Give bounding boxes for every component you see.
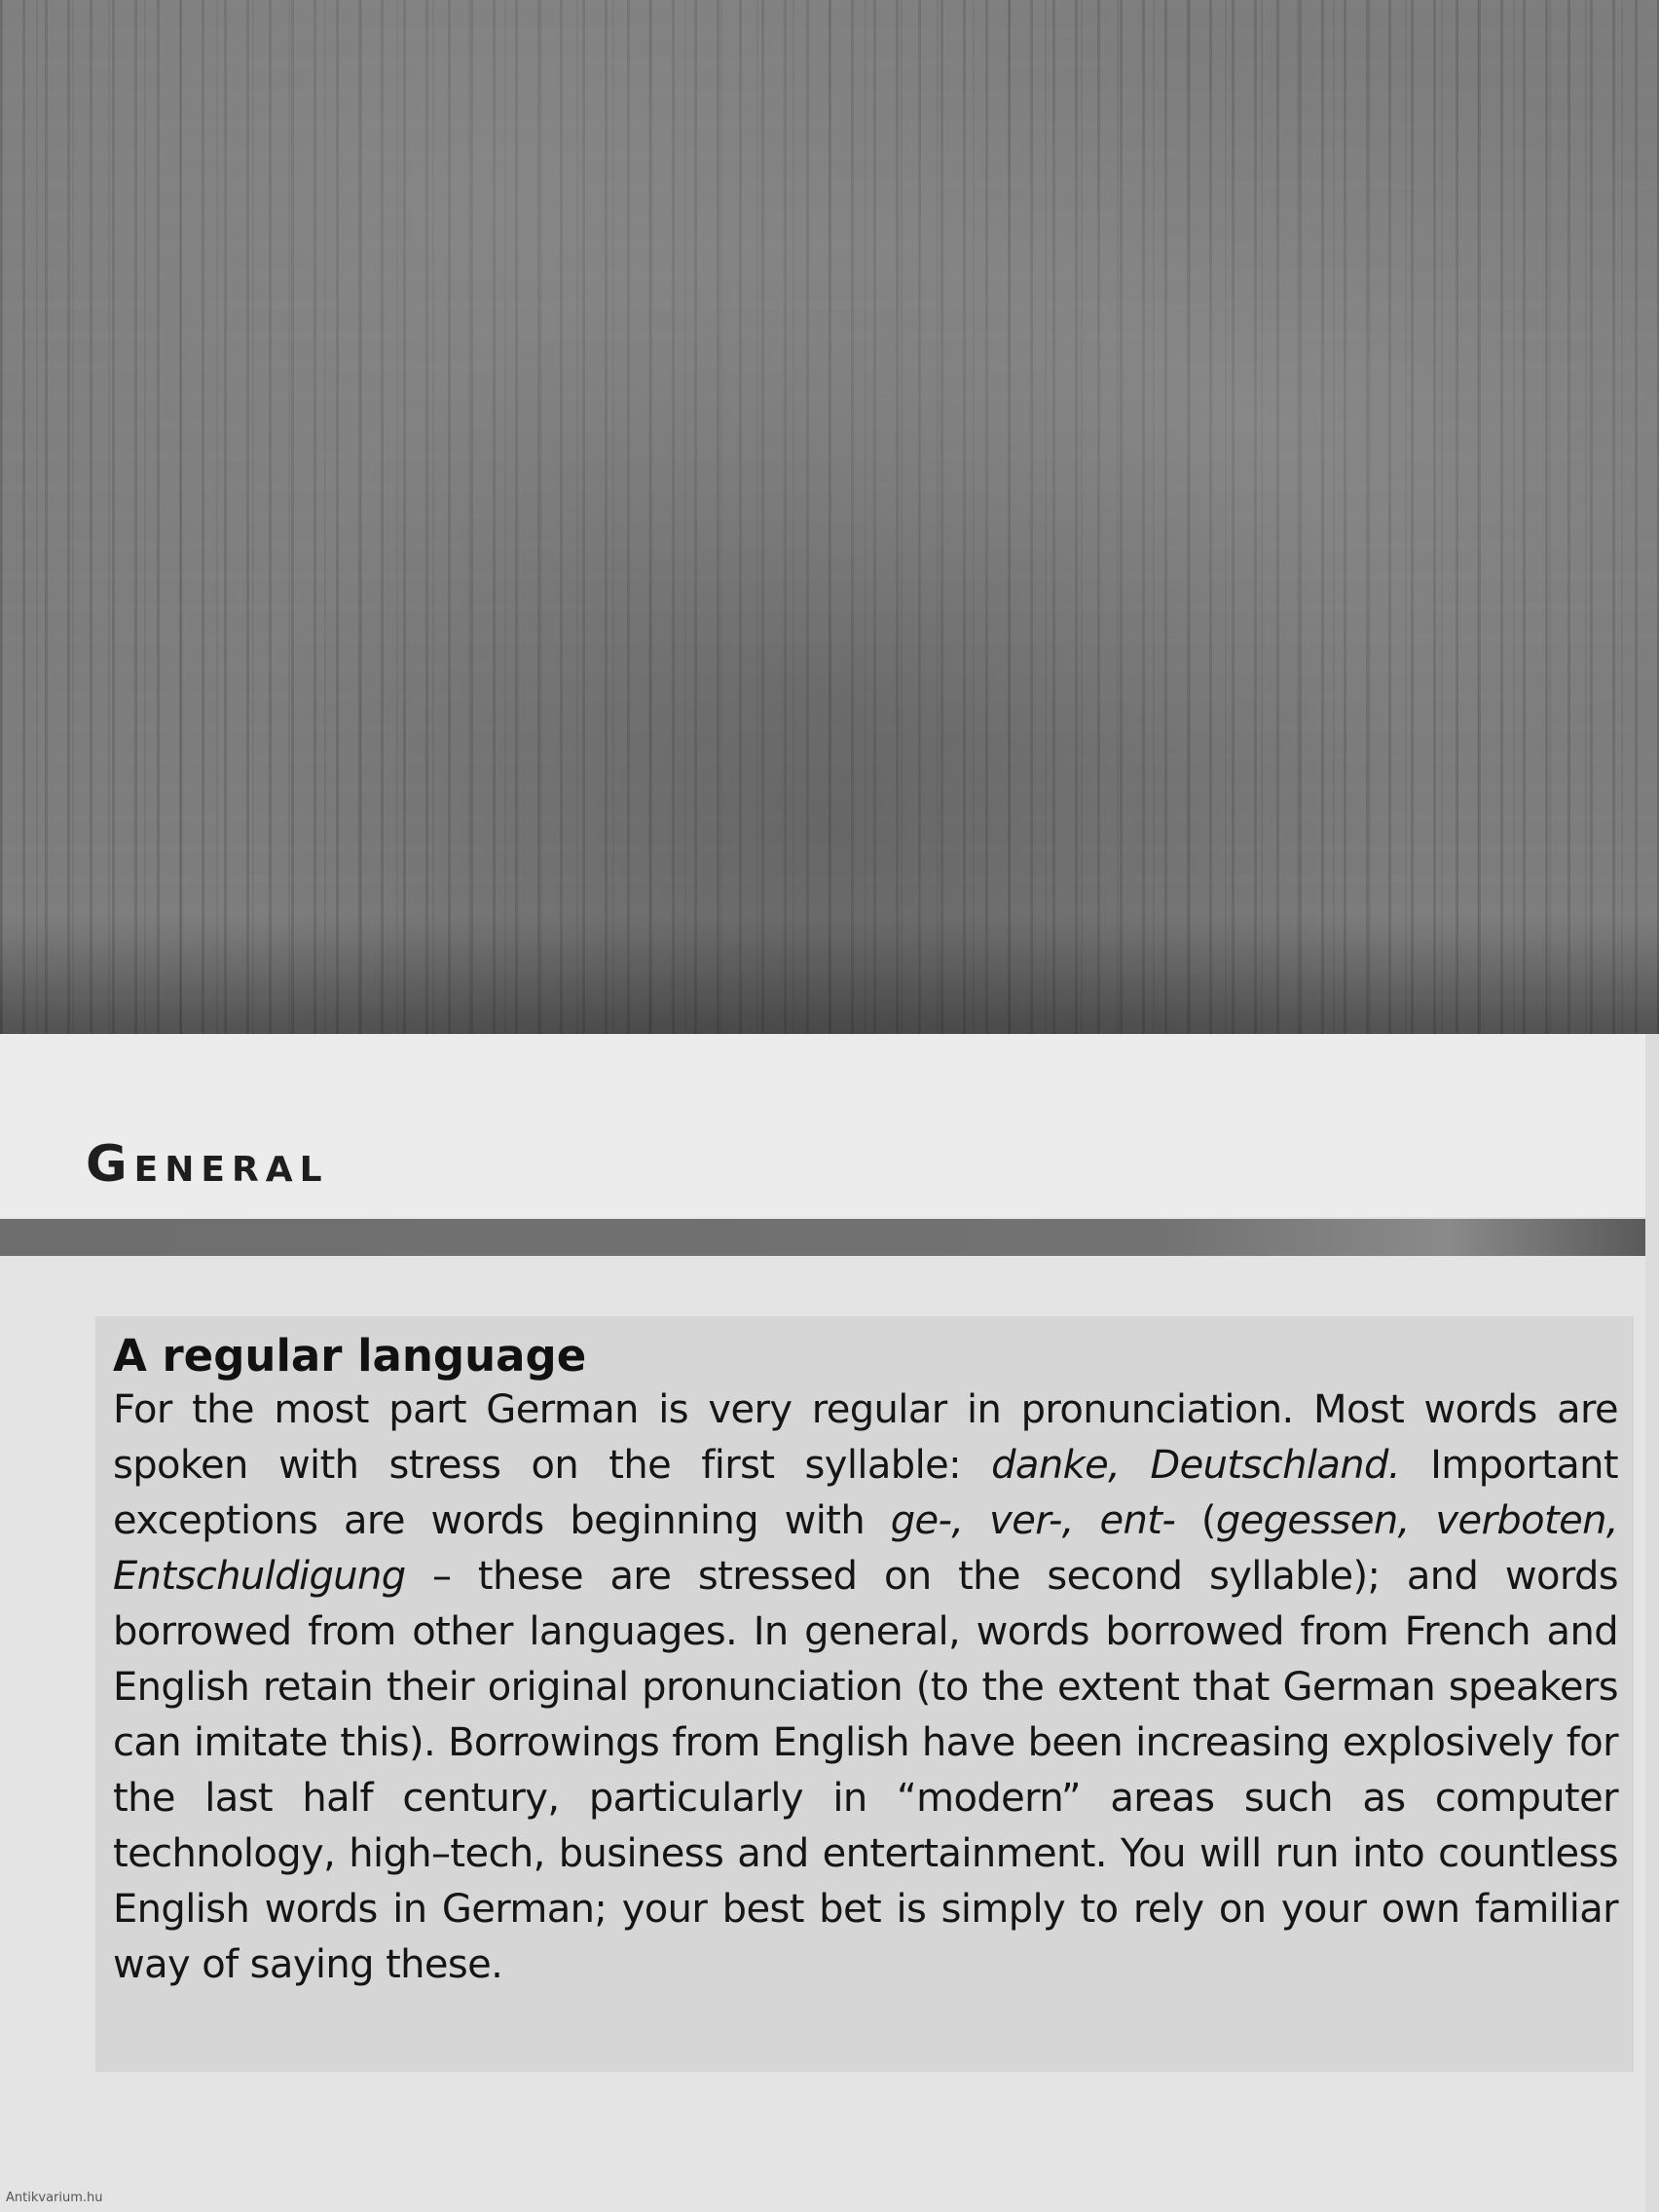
italic-example-words: danke, Deutschland.: [991, 1443, 1400, 1488]
watermark: Antikvarium.hu: [6, 2191, 103, 2205]
paragraph-text: – these are stressed on the second syllable); and words borrowed from other languages. In general, words borrowed from French and English retain their original pronunciation (to the extent that German speakers can imitate this). Borrowings from English have been increasing explosively for the last half century, particularly in “modern” areas such as computer technology, high–tech, business and entertainment. You will run into countless English words in German; your best bet is simply to rely on your own familiar way of saying these.: [113, 1554, 1618, 1987]
paragraph-text: For the most part German is very regular in pronunciation. Most words are spoken with stress on the first syllable:: [113, 1387, 1618, 1488]
italic-example-words: gegessen, verboten, Entschuldigung: [113, 1498, 1618, 1599]
box-paragraph: [113, 1382, 1618, 1993]
box-title: A regular language: [113, 1330, 587, 1382]
background-photo: [0, 0, 1659, 1034]
section-title: General: [86, 1135, 329, 1194]
info-box: [95, 1316, 1634, 2072]
paragraph-text: Important exceptions are words beginning with: [113, 1443, 1618, 1543]
italic-example-words: ge-, ver-, ent-: [890, 1498, 1176, 1543]
header-rule: [0, 1219, 1645, 1256]
paragraph-text: (: [1175, 1498, 1216, 1543]
